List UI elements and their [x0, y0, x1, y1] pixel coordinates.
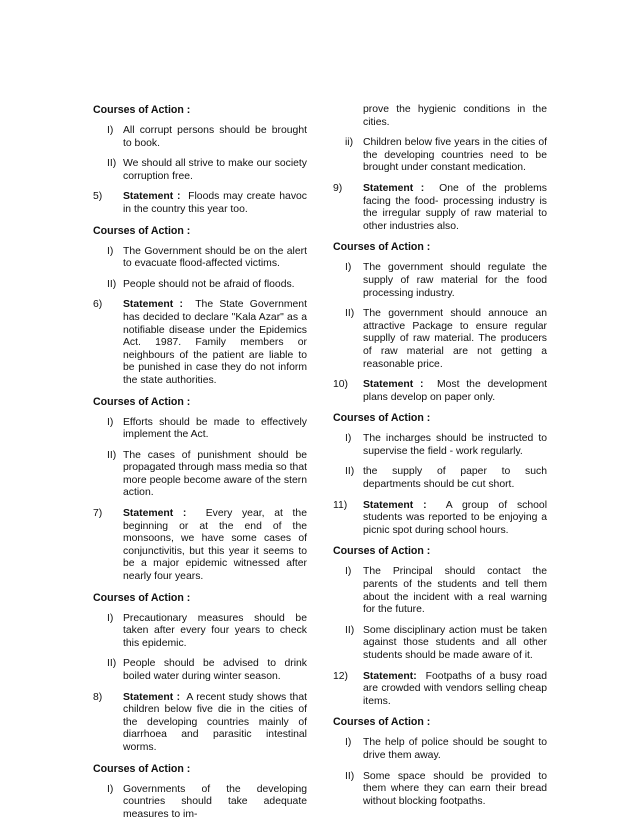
statement-text	[363, 183, 547, 233]
action-item	[93, 784, 307, 822]
item-number: II)	[107, 278, 117, 290]
action-item	[93, 125, 307, 150]
statement-label: Statement :	[123, 691, 181, 703]
statement-text	[123, 299, 307, 387]
statement-label: Statement :	[123, 299, 183, 311]
action-item	[333, 771, 547, 809]
statement-item	[333, 500, 547, 538]
statement-text	[363, 671, 547, 709]
item-text: The government should annouce an attractive Package to ensure regular supplly of raw material. The producers of raw material are not getting a reasonable price.	[363, 308, 547, 370]
action-item	[93, 279, 307, 292]
statement-item	[93, 191, 307, 216]
item-number: II)	[345, 624, 355, 636]
item-text: Some space should be provided to them where they can earn their bread without blocking footpaths.	[363, 770, 547, 807]
item-number: II)	[107, 658, 117, 670]
action-item	[333, 308, 547, 371]
statement-item	[333, 671, 547, 709]
courses-of-action-heading: Courses of Action :	[333, 545, 431, 558]
item-number: I)	[107, 245, 114, 257]
item-text: The government should regulate the supply of raw material for the food processing industry.	[363, 262, 547, 299]
left-column	[93, 104, 307, 829]
statement-text	[363, 500, 547, 538]
item-text: the supply of paper to such departments should be cut short.	[363, 466, 547, 491]
statement-number: 5)	[93, 191, 103, 203]
item-text: The Principal should contact the parents of the students and tell them about the incident with a real warning for the future.	[363, 566, 547, 616]
item-text: Governments of the developing countries should take adequate measures to im-	[123, 783, 307, 820]
statement-text	[123, 692, 307, 755]
statement-number: 7)	[93, 508, 103, 520]
statement-number: 12)	[333, 670, 349, 682]
statement-body: One of the problems facing the food- processing industry is the irregular supply of raw material to other industries also.	[363, 182, 547, 232]
statement-number: 11)	[333, 499, 348, 511]
item-text: The incharges should be instructed to supervise the field - work regularly.	[363, 433, 547, 457]
item-text: Children below five years in the cities of the developing countries need to be brought under constant medication.	[363, 137, 547, 174]
item-text: The Government should be on the alert to evacuate flood-affected victims.	[123, 245, 307, 270]
item-number: ii)	[345, 137, 354, 149]
right-column	[333, 104, 547, 816]
item-text: All corrupt persons should be brought to book.	[123, 125, 307, 149]
item-text: Efforts should be made to effectively implement the Act.	[123, 416, 307, 441]
statement-text	[363, 379, 547, 404]
statement-label: Statement :	[363, 182, 425, 194]
item-text: Some disciplinary action must be taken against those students and all other students should be made aware of it.	[363, 624, 547, 661]
statement-item	[93, 508, 307, 584]
item-number: II)	[345, 770, 355, 782]
courses-of-action-heading: Courses of Action :	[333, 241, 431, 254]
action-item	[333, 625, 547, 663]
statement-body: Footpaths of a busy road are crowded with vendors selling cheap items.	[363, 670, 547, 707]
item-number: I)	[345, 737, 352, 749]
item-number: I)	[107, 416, 114, 428]
item-text: People should not be afraid of floods.	[123, 278, 295, 290]
action-item	[93, 417, 307, 442]
statement-item	[333, 379, 547, 404]
statement-body: The State Government has decided to declare "Kala Azar" as a notifiable disease under the Epidemics Act. 1987. Family members or neighbours of the patient are liable to be punished in case they do not inform the state authorities.	[123, 299, 307, 386]
action-item	[333, 262, 547, 300]
action-item	[333, 566, 547, 616]
item-number: I)	[107, 612, 114, 624]
courses-of-action-heading: Courses of Action :	[93, 762, 191, 775]
action-item	[93, 158, 307, 183]
item-number: I)	[107, 125, 114, 136]
courses-of-action-heading: Courses of Action :	[333, 716, 431, 729]
item-number: I)	[345, 262, 352, 274]
statement-label: Statement :	[363, 379, 424, 391]
item-number: II)	[345, 308, 355, 320]
statement-number: 10)	[333, 379, 349, 391]
action-item	[93, 658, 307, 683]
statement-number: 6)	[93, 299, 103, 311]
statement-label: Statement :	[123, 508, 187, 520]
item-text: We should all strive to make our society corruption free.	[123, 158, 307, 182]
action-item	[93, 246, 307, 271]
action-item	[333, 433, 547, 458]
item-number: I)	[345, 566, 352, 578]
statement-body: A group of school students was reported to be enjoying a picnic spot during school hours.	[363, 499, 547, 536]
item-number: II)	[345, 466, 355, 478]
statement-label: Statement :	[123, 191, 181, 203]
statement-item	[93, 692, 307, 755]
statement-item	[333, 183, 547, 233]
item-text: People should be advised to drink boiled water during winter season.	[123, 658, 307, 682]
action-item	[93, 613, 307, 651]
statement-body: Most the development plans develop on paper only.	[363, 379, 547, 403]
action-item	[93, 450, 307, 500]
statement-body: Floods may create havoc in the country this year too.	[123, 191, 307, 215]
statement-text	[123, 191, 307, 216]
statement-body: Every year, at the beginning or at the end of the monsoons, we have some cases of conjunctivitis, but this year it seems to be a major epidemic witnessed after nearly four years.	[123, 508, 307, 583]
item-number: II)	[107, 449, 117, 461]
courses-of-action-heading: Courses of Action :	[93, 224, 191, 237]
statement-label: Statement :	[363, 499, 427, 511]
statement-text	[123, 508, 307, 584]
item-number: II)	[107, 158, 117, 170]
continued-text: prove the hygienic conditions in the cities.	[363, 104, 547, 128]
item-text: The cases of punishment should be propagated through mass media so that more people become aware of the stern action.	[123, 449, 307, 499]
statement-item	[93, 299, 307, 387]
courses-of-action-heading: Courses of Action :	[93, 104, 191, 116]
courses-of-action-heading: Courses of Action :	[333, 412, 431, 425]
action-item	[333, 137, 547, 175]
statement-number: 9)	[333, 182, 343, 194]
statement-label: Statement:	[363, 670, 417, 682]
item-text: Precautionary measures should be taken after every four years to check this epidemic.	[123, 612, 307, 649]
courses-of-action-heading: Courses of Action :	[93, 591, 191, 604]
statement-body: A recent study shows that children below five die in the cities of the developing countries mainly of diarrhoea and parasitic intestinal worms.	[123, 691, 307, 753]
courses-of-action-heading: Courses of Action :	[93, 395, 191, 408]
item-text: The help of police should be sought to drive them away.	[363, 737, 547, 761]
action-item	[333, 737, 547, 762]
item-number: I)	[107, 783, 114, 795]
item-number: I)	[345, 433, 352, 445]
statement-number: 8)	[93, 691, 103, 703]
action-item	[333, 466, 547, 491]
